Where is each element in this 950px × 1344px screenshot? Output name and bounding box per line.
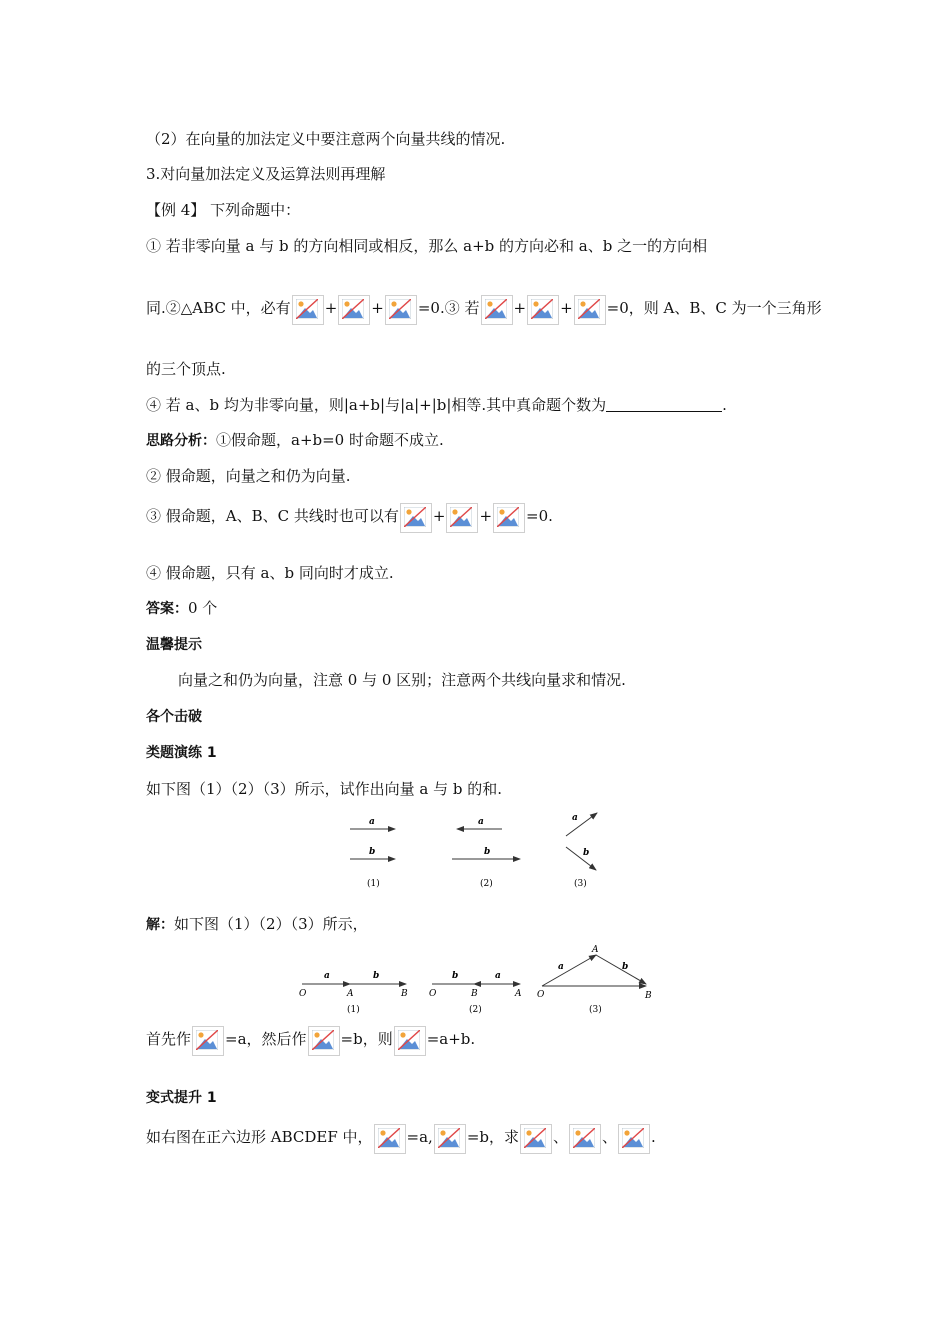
vector-image-icon	[374, 1124, 406, 1154]
vector-image-icon	[400, 503, 432, 533]
label-b: b	[583, 848, 590, 858]
point-B: B	[471, 989, 478, 999]
analysis-3: ③ 假命题，A、B、C 共线时也可以有 + + =0.	[146, 503, 553, 533]
vector-image-icon	[292, 295, 324, 325]
label-a: a	[572, 813, 578, 823]
vector-image-icon	[338, 295, 370, 325]
label-b: b	[452, 971, 459, 981]
answer-label: 答案：	[146, 601, 188, 617]
vector-image-icon	[527, 295, 559, 325]
point-O: O	[537, 990, 545, 1000]
vector-figure-solution	[290, 942, 670, 1020]
caption-3: (3)	[574, 879, 587, 889]
analysis-label: 思路分析：	[146, 433, 216, 449]
label-a: a	[478, 817, 484, 827]
answer-line: 答案：0 个	[146, 599, 218, 617]
vector-image-icon	[520, 1124, 552, 1154]
caption-2: (2)	[480, 879, 493, 889]
vector-image-icon	[481, 295, 513, 325]
text: =0，则 A、B、C 为一个三角形	[606, 299, 822, 317]
label-b: b	[373, 971, 380, 981]
point-A: A	[592, 945, 599, 955]
solution-line: 解：如下图（1）（2）（3）所示，	[146, 915, 368, 933]
point-B: B	[645, 991, 652, 1001]
text-line: 的三个顶点.	[146, 360, 226, 378]
diagram-1	[299, 971, 408, 1015]
diagram-1	[350, 817, 395, 889]
point-A: A	[515, 989, 522, 999]
variant-heading: 变式提升 1	[146, 1090, 217, 1106]
vector-image-icon	[192, 1026, 224, 1056]
point-O: O	[429, 989, 437, 999]
proposition-1: ① 若非零向量 a 与 b 的方向相同或相反，那么 a+b 的方向必和 a、b 之一的方向相	[146, 237, 708, 255]
tip-heading: 温馨提示	[146, 637, 202, 653]
text: =0.③ 若	[417, 299, 480, 317]
text-line: ② 假命题，向量之和仍为向量.	[146, 467, 351, 485]
diagram-2	[452, 817, 520, 889]
example-title: 【例 4】 下列命题中：	[146, 201, 301, 219]
section-heading: 3.对向量加法定义及运算法则再理解	[146, 165, 386, 183]
diagram-2	[429, 971, 522, 1015]
answer-blank	[606, 397, 722, 412]
vector-image-icon	[618, 1124, 650, 1154]
label-b: b	[369, 847, 376, 857]
diagram-3	[566, 813, 597, 889]
label-a: a	[495, 971, 501, 981]
exercise-heading: 类题演练 1	[146, 745, 217, 761]
caption-3: (3)	[589, 1005, 602, 1015]
tip-text: 向量之和仍为向量，注意 0 与 0 区别；注意两个共线向量求和情况.	[178, 671, 626, 689]
label-b: b	[622, 962, 629, 972]
point-A: A	[347, 989, 354, 999]
diagram-3	[537, 945, 652, 1015]
label-b: b	[484, 847, 491, 857]
analysis-line: 思路分析：①假命题，a+b=0 时命题不成立.	[146, 431, 444, 449]
point-B: B	[401, 989, 408, 999]
exercise-text: 如下图（1）（2）（3）所示，试作出向量 a 与 b 的和.	[146, 780, 503, 798]
text-line: （2）在向量的加法定义中要注意两个向量共线的情况.	[146, 130, 506, 148]
vector-image-icon	[493, 503, 525, 533]
text: 同.②△ABC 中，必有	[146, 299, 291, 317]
vector-a-arrow	[542, 955, 596, 986]
proposition-2-3: 同.②△ABC 中，必有 + + =0.③ 若 + + =0，则 A、B、C 为一个三角形	[146, 295, 822, 325]
vector-a-arrow	[566, 813, 597, 836]
caption-2: (2)	[469, 1005, 482, 1015]
label-a: a	[558, 962, 564, 972]
vector-image-icon	[446, 503, 478, 533]
point-O: O	[299, 989, 307, 999]
vector-image-icon	[385, 295, 417, 325]
caption-1: (1)	[367, 879, 380, 889]
vector-b-arrow	[566, 847, 596, 870]
vector-image-icon	[394, 1026, 426, 1056]
label-a: a	[369, 817, 375, 827]
section-heading: 各个击破	[146, 709, 202, 725]
vector-image-icon	[308, 1026, 340, 1056]
label-a: a	[324, 971, 330, 981]
vector-b-arrow	[596, 955, 646, 984]
vector-image-icon	[569, 1124, 601, 1154]
vector-image-icon	[574, 295, 606, 325]
vector-figure-given	[330, 806, 630, 896]
solution-label: 解：	[146, 917, 174, 933]
text-line: ④ 假命题，只有 a、b 同向时才成立.	[146, 564, 394, 582]
caption-1: (1)	[347, 1005, 360, 1015]
variant-text: 如右图在正六边形 ABCDEF 中， =a, =b，求 、 、 .	[146, 1124, 656, 1154]
solution-steps: 首先作 =a，然后作 =b，则 =a+b.	[146, 1026, 475, 1056]
vector-image-icon	[434, 1124, 466, 1154]
proposition-4: ④ 若 a、b 均为非零向量，则|a+b|与|a|+|b|相等.其中真命题个数为 .	[146, 396, 727, 414]
